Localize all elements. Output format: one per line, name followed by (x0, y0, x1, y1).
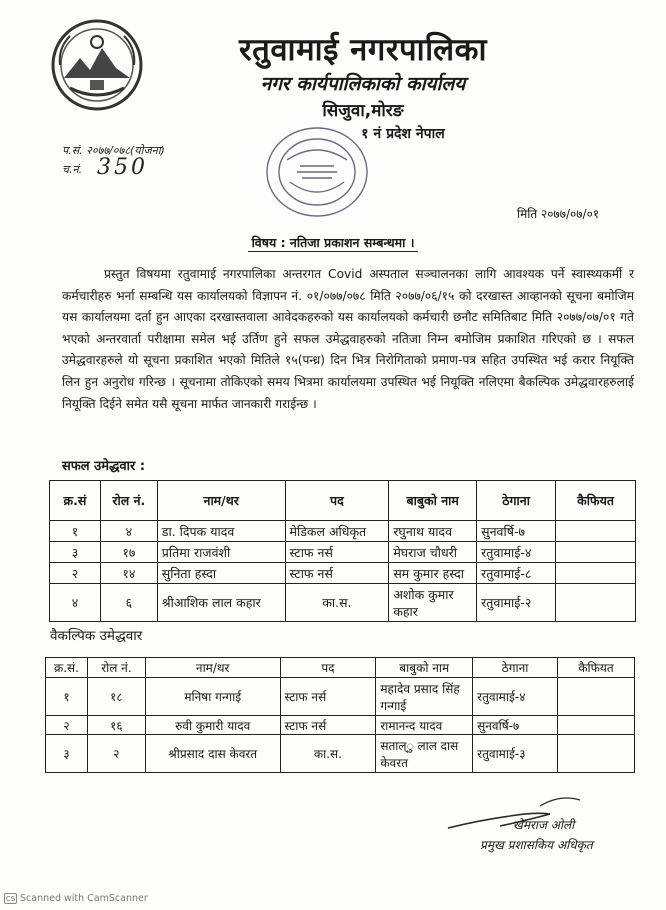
table-cell: रुवी कुमारी यादव (145, 716, 280, 735)
col-header: नाम/थर (157, 481, 285, 521)
subject-text: विषय : नतिजा प्रकाशन सम्बन्धमा । (248, 235, 419, 252)
alternate-candidates-label: वैकल्पिक उमेद्धवार (50, 628, 143, 644)
table-cell: २ (46, 716, 88, 735)
table-cell: ३ (46, 735, 88, 773)
table-cell: १७ (100, 542, 157, 563)
col-header: पद (285, 481, 389, 521)
table-cell (556, 542, 636, 563)
table-cell: महादेव प्रसाद सिंह गन्गाई (376, 678, 473, 716)
org-name: रतुवामाई नगरपालिका (238, 32, 488, 68)
notice-body: प्रस्तुत विषयमा रतुवामाई नगरपालिका अन्तरगत Covid अस्पताल सञ्चालनका लागि आवश्यक पर्ने स्वास्थ्यकर्मी र कर्मचारीहरु भर्ना सम्बन्धि यस कार्यालयको विज्ञापन नं. ०१/०७७/०७८ मिति २०७७/०६/१५ को दरखास्त आव्हानको सूचना बमोजिम यस कार्यालयमा दर्ता हुन आएका दरखास्तवाला आवेदकहरुको यस कार्यालयको कर्मचारी छनौट समितिबाट मिति २०७७/०७/०१ गते भएको अन्तरवार्ता परीक्षामा समेल भई उर्तिण हुने सफल उमेद्धवाहरुको नतिजा निम्न बमोजिम प्रकाशित गरिएको छ । सफल उमेद्धवारहरुले यो सूचना प्रकाशित भएको मितिले १५(पन्ध्र) दिन भित्र निरोगिताको प्रमाण-पत्र सहित उपस्थित भई करार नियूक्ति लिन हुन अनुरोध गरिन्छ । सूचनामा तोकिएको समय भित्रमा कार्यालयमा उपस्थित भई नियूक्ति नलिएमा बैकल्पिक उमेद्धवारहरुलाई नियूक्ति दिईने समेत यसै सूचना मार्फत जानकारी गराईन्छ । (62, 267, 634, 411)
table-cell: रतुवामाई-४ (477, 542, 556, 563)
table-cell: श्रीप्रसाद दास केवरत (145, 735, 280, 773)
col-header: क्र.सं (50, 481, 101, 521)
table-cell: अशोक कुमार कहार (389, 584, 477, 622)
table-cell: रतुवामाई-४ (473, 678, 558, 716)
patra-sankhya: प.सं. २०७७/०७८(योजना) (62, 144, 165, 157)
col-header: ठेगाना (473, 658, 558, 678)
successful-candidates-table (49, 480, 636, 622)
table-cell: मेडिकल अधिकृत (285, 521, 389, 542)
table-cell (558, 716, 635, 735)
table-cell (556, 563, 636, 584)
table-cell: १ (50, 521, 101, 542)
table-cell: २ (87, 735, 145, 773)
table-cell: १४ (100, 563, 157, 584)
table-row (46, 678, 635, 716)
col-header: रोल नं. (100, 481, 157, 521)
table-cell: रामानन्द यादव (376, 716, 473, 735)
table-row (50, 521, 636, 542)
scanner-footer-text: Scanned with CamScanner (20, 893, 148, 904)
table-cell (556, 584, 636, 622)
table-cell: १८ (87, 678, 145, 716)
col-header: कैफियत (558, 658, 635, 678)
table-cell: रघुनाथ यादव (389, 521, 477, 542)
table-cell: स्टाफ नर्स (280, 716, 376, 735)
signatory-name: खेमराज ओली (513, 818, 575, 832)
table-cell: ४ (50, 584, 101, 622)
col-header: क्र.सं. (46, 658, 88, 678)
col-header: ठेगाना (477, 481, 556, 521)
table-header-row (50, 481, 636, 521)
camscanner-logo-icon: CS (5, 895, 16, 903)
table-cell: ४ (100, 521, 157, 542)
table-cell (556, 521, 636, 542)
table-row (46, 735, 635, 773)
table-cell: प्रतिमा राजवंशी (157, 542, 285, 563)
table-cell: सम कुमार हस्दा (389, 563, 477, 584)
table-header-row (46, 658, 635, 678)
subject-line (0, 234, 666, 251)
table-cell: डा. दिपक यादव (157, 521, 285, 542)
col-header: बाबुको नाम (376, 658, 473, 678)
alternate-candidates-table (45, 657, 635, 773)
table-cell: स्टाफ नर्स (285, 542, 389, 563)
table-cell (558, 678, 635, 716)
table-cell: श्रीआशिक लाल कहार (157, 584, 285, 622)
table-cell: का.स. (280, 735, 376, 773)
table-cell: १ (46, 678, 88, 716)
table-row (50, 563, 636, 584)
office-seal-stamp-icon (262, 120, 372, 224)
table-row (50, 542, 636, 563)
office-name: नगर कार्यपालिकाको कार्यालय (260, 73, 466, 95)
table-cell: स्टाफ नर्स (280, 678, 376, 716)
table-cell: रतुवामाई-३ (473, 735, 558, 773)
table-cell: का.स. (285, 584, 389, 622)
table-cell: रतुवामाई-२ (477, 584, 556, 622)
table-cell (558, 735, 635, 773)
table-row (46, 716, 635, 735)
office-province: १ नं प्रदेश नेपाल (361, 126, 445, 142)
signatory-title: प्रमुख प्रशासकिय अधिकृत (480, 838, 593, 852)
chalani-label: च.नं. (62, 163, 83, 176)
table-cell: सताल्ु लाल दास केवरत (376, 735, 473, 773)
table-cell: १६ (87, 716, 145, 735)
table-cell: २ (50, 563, 101, 584)
col-header: कैफियत (556, 481, 636, 521)
table-cell: रतुवामाई-८ (477, 563, 556, 584)
table-cell: सुनवर्षि-७ (477, 521, 556, 542)
table-cell: ६ (100, 584, 157, 622)
table-cell: सुनवर्षि-७ (473, 716, 558, 735)
table-cell: मनिषा गन्गाई (145, 678, 280, 716)
col-header: नाम/थर (145, 658, 280, 678)
chalani-number: 350 (97, 155, 148, 180)
table-row (50, 584, 636, 622)
letter-date: मिति २०७७/०७/०१ (517, 207, 600, 221)
col-header: बाबुको नाम (389, 481, 477, 521)
successful-candidates-label: सफल उमेद्धवार : (62, 459, 146, 474)
scanner-footer (4, 893, 148, 904)
table-cell: सुनिता हस्दा (157, 563, 285, 584)
table-cell: स्टाफ नर्स (285, 563, 389, 584)
office-location: सिजुवा,मोरङ (322, 101, 404, 121)
col-header: पद (280, 658, 376, 678)
col-header: रोल नं. (87, 658, 145, 678)
table-cell: मेघराज चौधरी (389, 542, 477, 563)
table-cell: ३ (50, 542, 101, 563)
